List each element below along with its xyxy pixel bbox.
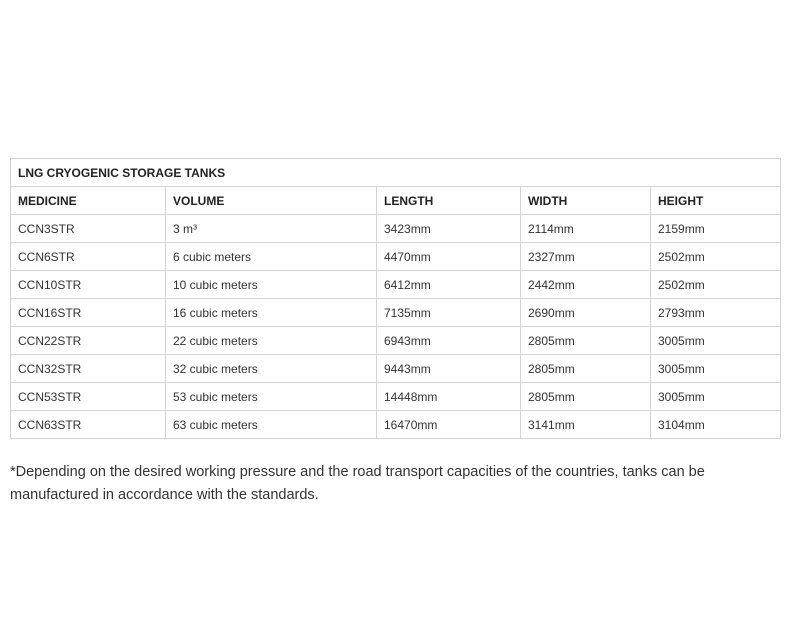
height-cell: 2793mm xyxy=(651,299,781,327)
width-cell: 2805mm xyxy=(521,383,651,411)
table-row xyxy=(11,327,781,355)
model-cell: CCN3STR xyxy=(11,215,166,243)
volume-cell: 53 cubic meters xyxy=(166,383,377,411)
width-cell: 2442mm xyxy=(521,271,651,299)
table-row xyxy=(11,271,781,299)
table-body xyxy=(11,215,781,439)
model-cell: CCN6STR xyxy=(11,243,166,271)
height-cell: 3005mm xyxy=(651,355,781,383)
width-cell: 3141mm xyxy=(521,411,651,439)
width-cell: 2327mm xyxy=(521,243,651,271)
model-cell: CCN16STR xyxy=(11,299,166,327)
table-row xyxy=(11,215,781,243)
model-cell: CCN53STR xyxy=(11,383,166,411)
width-cell: 2114mm xyxy=(521,215,651,243)
footnote: *Depending on the desired working pressure and the road transport capacities of the countries, tanks can be manufactured in accordance with the standards. xyxy=(10,463,705,503)
length-cell: 4470mm xyxy=(377,243,521,271)
volume-cell: 63 cubic meters xyxy=(166,411,377,439)
column-header-height: HEIGHT xyxy=(651,187,781,215)
height-cell: 3005mm xyxy=(651,383,781,411)
length-cell: 7135mm xyxy=(377,299,521,327)
height-cell: 2159mm xyxy=(651,215,781,243)
table-caption: LNG CRYOGENIC STORAGE TANKS xyxy=(11,159,781,187)
table-row xyxy=(11,355,781,383)
model-cell: CCN22STR xyxy=(11,327,166,355)
table-caption-row xyxy=(11,159,781,187)
table-header-row xyxy=(11,187,781,215)
table-row xyxy=(11,299,781,327)
column-header-medicine: MEDICINE xyxy=(11,187,166,215)
column-header-volume: VOLUME xyxy=(166,187,377,215)
storage-tanks-table xyxy=(10,158,781,439)
volume-cell: 10 cubic meters xyxy=(166,271,377,299)
table-row xyxy=(11,243,781,271)
width-cell: 2805mm xyxy=(521,327,651,355)
model-cell: CCN63STR xyxy=(11,411,166,439)
height-cell: 3104mm xyxy=(651,411,781,439)
model-cell: CCN32STR xyxy=(11,355,166,383)
volume-cell: 32 cubic meters xyxy=(166,355,377,383)
length-cell: 3423mm xyxy=(377,215,521,243)
table-row xyxy=(11,411,781,439)
length-cell: 6412mm xyxy=(377,271,521,299)
volume-cell: 16 cubic meters xyxy=(166,299,377,327)
volume-cell: 6 cubic meters xyxy=(166,243,377,271)
width-cell: 2690mm xyxy=(521,299,651,327)
width-cell: 2805mm xyxy=(521,355,651,383)
height-cell: 3005mm xyxy=(651,327,781,355)
table-row xyxy=(11,383,781,411)
volume-cell: 3 m³ xyxy=(166,215,377,243)
model-cell: CCN10STR xyxy=(11,271,166,299)
height-cell: 2502mm xyxy=(651,243,781,271)
volume-cell: 22 cubic meters xyxy=(166,327,377,355)
length-cell: 6943mm xyxy=(377,327,521,355)
length-cell: 14448mm xyxy=(377,383,521,411)
column-header-width: WIDTH xyxy=(521,187,651,215)
height-cell: 2502mm xyxy=(651,271,781,299)
column-header-length: LENGTH xyxy=(377,187,521,215)
length-cell: 9443mm xyxy=(377,355,521,383)
length-cell: 16470mm xyxy=(377,411,521,439)
